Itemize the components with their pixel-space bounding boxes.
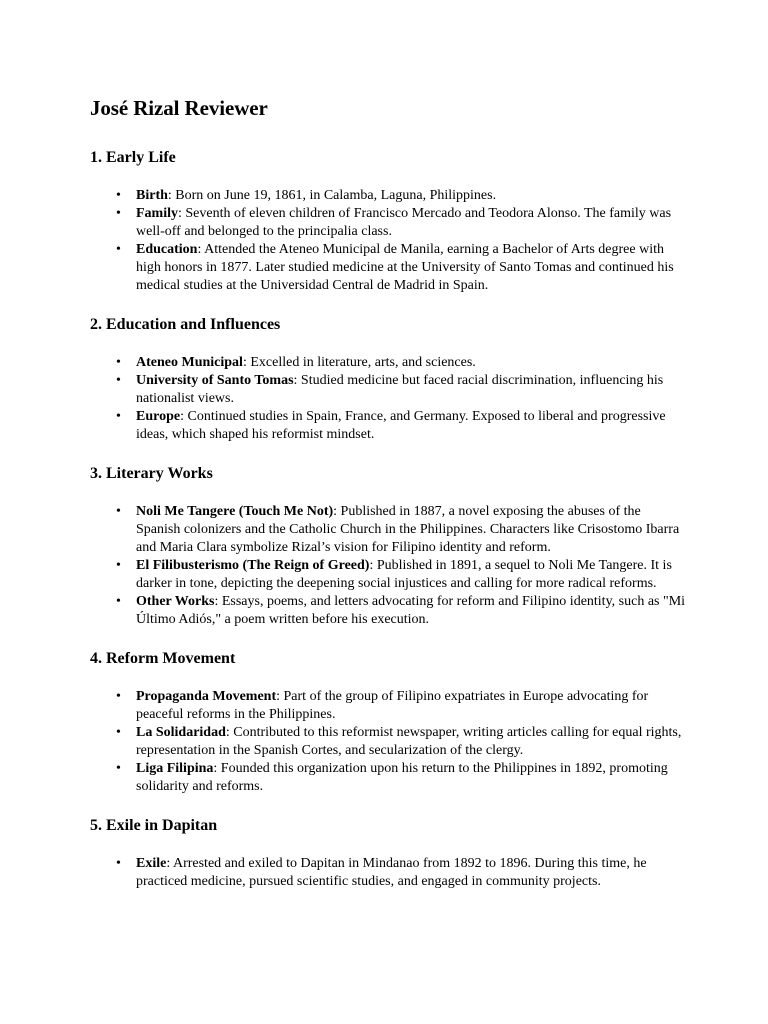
section-list-education	[90, 354, 688, 444]
item-text: : Contributed to this reformist newspaper, writing articles calling for equal rights, representation in the Spanish Cortes, and secularization of the clergy.	[136, 725, 682, 758]
item-term: Birth	[136, 188, 168, 203]
item-term: El Filibusterismo (The Reign of Greed)	[136, 558, 370, 573]
section-list-literary-works	[90, 503, 688, 629]
item-term: Education	[136, 242, 198, 257]
item-term: Noli Me Tangere (Touch Me Not)	[136, 504, 334, 519]
item-text: : Published in 1891, a sequel to Noli Me Tangere. It is darker in tone, depicting the deepening social injustices and calling for more radical reforms.	[136, 558, 672, 591]
item-term: Family	[136, 206, 178, 221]
list-item	[136, 503, 688, 557]
list-item	[136, 688, 688, 724]
item-text: : Continued studies in Spain, France, and Germany. Exposed to liberal and progressive ideas, which shaped his reformist mindset.	[136, 409, 666, 442]
section-heading-reform-movement: 4. Reform Movement	[90, 650, 236, 667]
section-heading-exile: 5. Exile in Dapitan	[90, 817, 218, 834]
list-item	[136, 593, 688, 629]
item-text: : Founded this organization upon his return to the Philippines in 1892, promoting solidarity and reforms.	[136, 761, 668, 794]
list-item	[136, 187, 688, 205]
item-text: : Studied medicine but faced racial discrimination, influencing his nationalist views.	[136, 373, 664, 406]
section-list-exile	[90, 855, 688, 891]
item-term: Ateneo Municipal	[136, 355, 243, 370]
section-list-reform-movement	[90, 688, 688, 796]
item-term: Exile	[136, 856, 167, 871]
section-heading-early-life: 1. Early Life	[90, 149, 176, 166]
item-term: Other Works	[136, 594, 215, 609]
list-item	[136, 855, 688, 891]
item-text: : Published in 1887, a novel exposing the abuses of the Spanish colonizers and the Catholic Church in the Philippines. Characters like Crisostomo Ibarra and Maria Clara symbolize Rizal’s vision for Filipino identity and reform.	[136, 504, 680, 555]
item-text: : Essays, poems, and letters advocating for reform and Filipino identity, such as "Mi Último Adiós," a poem written before his execution.	[136, 594, 686, 627]
item-term: Propaganda Movement	[136, 689, 277, 704]
section-heading-education: 2. Education and Influences	[90, 316, 281, 333]
item-text: : Seventh of eleven children of Francisco Mercado and Teodora Alonso. The family was well-off and belonged to the principalia class.	[136, 206, 672, 239]
section-heading-literary-works: 3. Literary Works	[90, 465, 213, 482]
list-item	[136, 241, 688, 295]
list-item	[136, 408, 688, 444]
list-item	[136, 760, 688, 796]
item-text: : Attended the Ateneo Municipal de Manila, earning a Bachelor of Arts degree with high honors in 1877. Later studied medicine at the University of Santo Tomas and continued his medical studies at the Universidad Central de Madrid in Spain.	[136, 242, 674, 293]
list-item	[136, 557, 688, 593]
item-term: Europe	[136, 409, 181, 424]
item-term: University of Santo Tomas	[136, 373, 294, 388]
item-text: : Born on June 19, 1861, in Calamba, Laguna, Philippines.	[167, 188, 497, 203]
item-term: Liga Filipina	[136, 761, 214, 776]
item-text: : Arrested and exiled to Dapitan in Mindanao from 1892 to 1896. During this time, he practiced medicine, pursued scientific studies, and engaged in community projects.	[136, 856, 647, 889]
item-text: : Part of the group of Filipino expatriates in Europe advocating for peaceful reforms in the Philippines.	[136, 689, 649, 722]
list-item	[136, 354, 688, 372]
item-term: La Solidaridad	[136, 725, 226, 740]
list-item	[136, 724, 688, 760]
section-list-early-life	[90, 187, 688, 295]
list-item	[136, 205, 688, 241]
document-title: José Rizal Reviewer	[90, 96, 268, 120]
item-text: : Excelled in literature, arts, and sciences.	[242, 355, 476, 370]
list-item	[136, 372, 688, 408]
